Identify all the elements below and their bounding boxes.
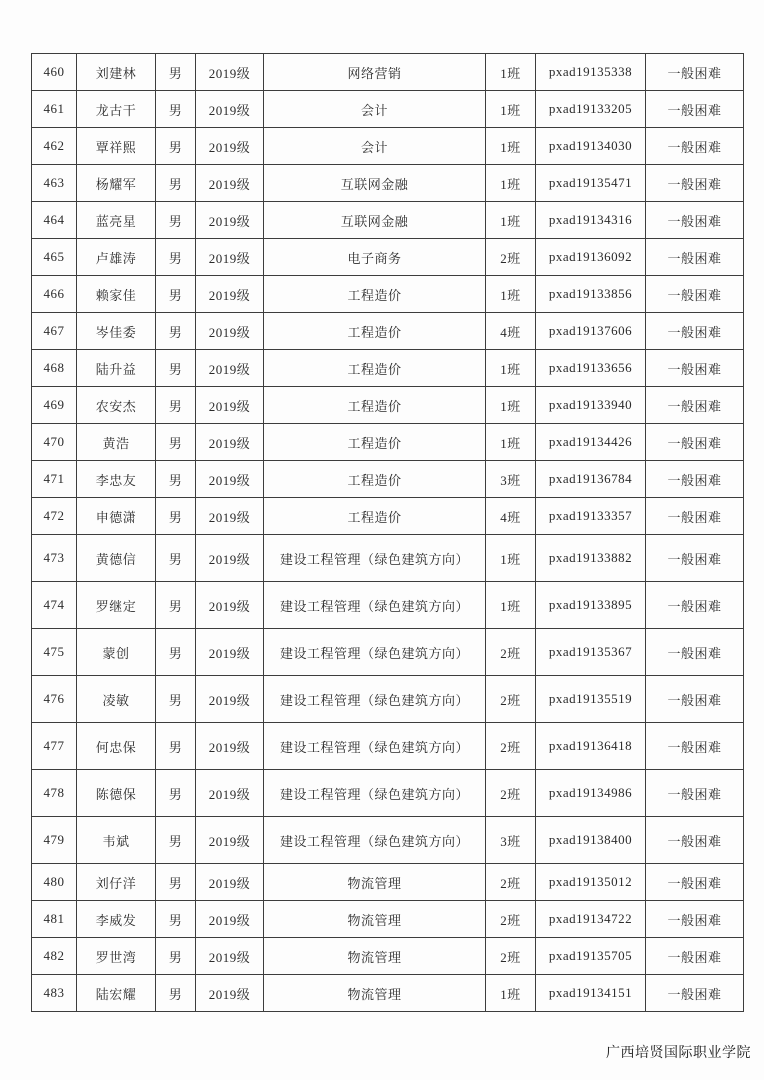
cell-gender: 男	[156, 938, 196, 975]
cell-gender: 男	[156, 202, 196, 239]
cell-gender: 男	[156, 498, 196, 535]
cell-name: 赖家佳	[77, 276, 156, 313]
student-row	[32, 387, 744, 424]
cell-row-number: 466	[32, 276, 77, 313]
cell-class: 1班	[486, 54, 536, 91]
cell-status: 一般困难	[646, 276, 744, 313]
cell-major: 建设工程管理（绿色建筑方向）	[264, 770, 486, 817]
cell-class: 1班	[486, 975, 536, 1012]
cell-student-id: pxad19134151	[536, 975, 646, 1012]
cell-major: 工程造价	[264, 276, 486, 313]
cell-grade: 2019级	[196, 770, 264, 817]
cell-student-id: pxad19138400	[536, 817, 646, 864]
student-row	[32, 276, 744, 313]
cell-gender: 男	[156, 535, 196, 582]
student-row	[32, 901, 744, 938]
cell-gender: 男	[156, 864, 196, 901]
cell-class: 2班	[486, 901, 536, 938]
cell-status: 一般困难	[646, 424, 744, 461]
cell-status: 一般困难	[646, 54, 744, 91]
cell-name: 蒙创	[77, 629, 156, 676]
cell-name: 李忠友	[77, 461, 156, 498]
cell-major: 会计	[264, 91, 486, 128]
cell-class: 1班	[486, 350, 536, 387]
cell-name: 黄德信	[77, 535, 156, 582]
cell-grade: 2019级	[196, 723, 264, 770]
cell-gender: 男	[156, 770, 196, 817]
cell-status: 一般困难	[646, 387, 744, 424]
cell-student-id: pxad19134030	[536, 128, 646, 165]
student-row	[32, 461, 744, 498]
cell-grade: 2019级	[196, 817, 264, 864]
cell-major: 工程造价	[264, 498, 486, 535]
page-footer-school-name: 广西培贤国际职业学院	[606, 1046, 751, 1061]
cell-name: 罗世湾	[77, 938, 156, 975]
student-row	[32, 864, 744, 901]
cell-status: 一般困难	[646, 582, 744, 629]
cell-row-number: 470	[32, 424, 77, 461]
cell-status: 一般困难	[646, 239, 744, 276]
cell-major: 电子商务	[264, 239, 486, 276]
cell-gender: 男	[156, 901, 196, 938]
cell-class: 2班	[486, 770, 536, 817]
cell-name: 龙古干	[77, 91, 156, 128]
cell-row-number: 480	[32, 864, 77, 901]
cell-status: 一般困难	[646, 498, 744, 535]
cell-row-number: 478	[32, 770, 77, 817]
cell-class: 1班	[486, 535, 536, 582]
cell-class: 1班	[486, 202, 536, 239]
cell-student-id: pxad19135705	[536, 938, 646, 975]
cell-grade: 2019级	[196, 91, 264, 128]
cell-major: 工程造价	[264, 313, 486, 350]
cell-grade: 2019级	[196, 54, 264, 91]
cell-class: 2班	[486, 864, 536, 901]
cell-row-number: 483	[32, 975, 77, 1012]
cell-row-number: 482	[32, 938, 77, 975]
student-row	[32, 676, 744, 723]
cell-major: 物流管理	[264, 901, 486, 938]
cell-student-id: pxad19133205	[536, 91, 646, 128]
student-row	[32, 975, 744, 1012]
student-row	[32, 313, 744, 350]
cell-status: 一般困难	[646, 864, 744, 901]
cell-class: 3班	[486, 817, 536, 864]
cell-class: 1班	[486, 582, 536, 629]
cell-class: 1班	[486, 276, 536, 313]
cell-grade: 2019级	[196, 202, 264, 239]
cell-row-number: 472	[32, 498, 77, 535]
cell-grade: 2019级	[196, 864, 264, 901]
cell-major: 工程造价	[264, 424, 486, 461]
cell-class: 2班	[486, 629, 536, 676]
cell-major: 物流管理	[264, 975, 486, 1012]
student-row	[32, 91, 744, 128]
cell-gender: 男	[156, 975, 196, 1012]
cell-grade: 2019级	[196, 424, 264, 461]
cell-name: 蓝亮星	[77, 202, 156, 239]
cell-major: 互联网金融	[264, 165, 486, 202]
cell-name: 杨耀军	[77, 165, 156, 202]
cell-major: 工程造价	[264, 387, 486, 424]
cell-status: 一般困难	[646, 817, 744, 864]
cell-status: 一般困难	[646, 975, 744, 1012]
cell-major: 建设工程管理（绿色建筑方向）	[264, 723, 486, 770]
cell-grade: 2019级	[196, 387, 264, 424]
cell-grade: 2019级	[196, 276, 264, 313]
cell-class: 2班	[486, 938, 536, 975]
student-row	[32, 128, 744, 165]
cell-row-number: 479	[32, 817, 77, 864]
cell-class: 1班	[486, 387, 536, 424]
cell-row-number: 481	[32, 901, 77, 938]
cell-row-number: 463	[32, 165, 77, 202]
cell-student-id: pxad19137606	[536, 313, 646, 350]
cell-student-id: pxad19133656	[536, 350, 646, 387]
cell-gender: 男	[156, 313, 196, 350]
cell-gender: 男	[156, 676, 196, 723]
cell-status: 一般困难	[646, 770, 744, 817]
cell-student-id: pxad19135367	[536, 629, 646, 676]
cell-student-id: pxad19136092	[536, 239, 646, 276]
cell-major: 物流管理	[264, 864, 486, 901]
cell-row-number: 460	[32, 54, 77, 91]
cell-student-id: pxad19133357	[536, 498, 646, 535]
cell-name: 陆宏耀	[77, 975, 156, 1012]
cell-grade: 2019级	[196, 165, 264, 202]
cell-student-id: pxad19134722	[536, 901, 646, 938]
cell-name: 黄浩	[77, 424, 156, 461]
cell-gender: 男	[156, 54, 196, 91]
cell-class: 1班	[486, 424, 536, 461]
cell-gender: 男	[156, 461, 196, 498]
cell-major: 建设工程管理（绿色建筑方向）	[264, 676, 486, 723]
cell-class: 4班	[486, 313, 536, 350]
cell-class: 1班	[486, 165, 536, 202]
cell-name: 刘建林	[77, 54, 156, 91]
cell-grade: 2019级	[196, 975, 264, 1012]
student-row	[32, 629, 744, 676]
cell-status: 一般困难	[646, 901, 744, 938]
cell-row-number: 462	[32, 128, 77, 165]
cell-row-number: 465	[32, 239, 77, 276]
cell-row-number: 474	[32, 582, 77, 629]
cell-name: 罗继定	[77, 582, 156, 629]
cell-major: 建设工程管理（绿色建筑方向）	[264, 629, 486, 676]
student-row	[32, 582, 744, 629]
cell-major: 会计	[264, 128, 486, 165]
cell-major: 物流管理	[264, 938, 486, 975]
cell-name: 陈德保	[77, 770, 156, 817]
cell-row-number: 468	[32, 350, 77, 387]
cell-student-id: pxad19135519	[536, 676, 646, 723]
cell-row-number: 461	[32, 91, 77, 128]
cell-gender: 男	[156, 582, 196, 629]
cell-name: 凌敏	[77, 676, 156, 723]
cell-class: 3班	[486, 461, 536, 498]
cell-row-number: 469	[32, 387, 77, 424]
cell-gender: 男	[156, 128, 196, 165]
cell-student-id: pxad19134426	[536, 424, 646, 461]
cell-student-id: pxad19133940	[536, 387, 646, 424]
student-table	[31, 53, 744, 1012]
student-row	[32, 723, 744, 770]
cell-status: 一般困难	[646, 938, 744, 975]
cell-grade: 2019级	[196, 313, 264, 350]
cell-gender: 男	[156, 629, 196, 676]
cell-row-number: 471	[32, 461, 77, 498]
cell-major: 工程造价	[264, 461, 486, 498]
cell-row-number: 467	[32, 313, 77, 350]
cell-major: 互联网金融	[264, 202, 486, 239]
student-row	[32, 239, 744, 276]
cell-status: 一般困难	[646, 128, 744, 165]
cell-name: 李威发	[77, 901, 156, 938]
cell-grade: 2019级	[196, 938, 264, 975]
student-row	[32, 498, 744, 535]
cell-student-id: pxad19133856	[536, 276, 646, 313]
cell-grade: 2019级	[196, 901, 264, 938]
cell-row-number: 476	[32, 676, 77, 723]
student-row	[32, 535, 744, 582]
student-row	[32, 770, 744, 817]
cell-grade: 2019级	[196, 128, 264, 165]
cell-gender: 男	[156, 817, 196, 864]
cell-grade: 2019级	[196, 676, 264, 723]
cell-status: 一般困难	[646, 723, 744, 770]
student-row	[32, 938, 744, 975]
cell-class: 2班	[486, 239, 536, 276]
cell-grade: 2019级	[196, 629, 264, 676]
cell-status: 一般困难	[646, 202, 744, 239]
cell-student-id: pxad19135012	[536, 864, 646, 901]
cell-name: 刘仔洋	[77, 864, 156, 901]
cell-status: 一般困难	[646, 535, 744, 582]
cell-name: 岑佳委	[77, 313, 156, 350]
cell-gender: 男	[156, 91, 196, 128]
cell-status: 一般困难	[646, 461, 744, 498]
student-row	[32, 350, 744, 387]
cell-grade: 2019级	[196, 461, 264, 498]
cell-student-id: pxad19133895	[536, 582, 646, 629]
cell-class: 1班	[486, 128, 536, 165]
student-row	[32, 54, 744, 91]
cell-name: 陆升益	[77, 350, 156, 387]
cell-grade: 2019级	[196, 350, 264, 387]
cell-grade: 2019级	[196, 582, 264, 629]
cell-student-id: pxad19134316	[536, 202, 646, 239]
cell-gender: 男	[156, 723, 196, 770]
student-row	[32, 817, 744, 864]
cell-status: 一般困难	[646, 676, 744, 723]
cell-row-number: 464	[32, 202, 77, 239]
cell-student-id: pxad19136784	[536, 461, 646, 498]
cell-grade: 2019级	[196, 535, 264, 582]
cell-gender: 男	[156, 387, 196, 424]
cell-class: 2班	[486, 676, 536, 723]
cell-grade: 2019级	[196, 239, 264, 276]
cell-row-number: 475	[32, 629, 77, 676]
cell-name: 卢雄涛	[77, 239, 156, 276]
cell-row-number: 477	[32, 723, 77, 770]
cell-class: 1班	[486, 91, 536, 128]
cell-gender: 男	[156, 350, 196, 387]
cell-student-id: pxad19135338	[536, 54, 646, 91]
cell-grade: 2019级	[196, 498, 264, 535]
student-row	[32, 202, 744, 239]
cell-name: 韦斌	[77, 817, 156, 864]
cell-gender: 男	[156, 239, 196, 276]
cell-student-id: pxad19134986	[536, 770, 646, 817]
cell-name: 何忠保	[77, 723, 156, 770]
cell-name: 覃祥熙	[77, 128, 156, 165]
student-row	[32, 424, 744, 461]
cell-gender: 男	[156, 165, 196, 202]
cell-major: 建设工程管理（绿色建筑方向）	[264, 817, 486, 864]
cell-status: 一般困难	[646, 350, 744, 387]
cell-student-id: pxad19133882	[536, 535, 646, 582]
cell-major: 建设工程管理（绿色建筑方向）	[264, 535, 486, 582]
cell-major: 建设工程管理（绿色建筑方向）	[264, 582, 486, 629]
cell-gender: 男	[156, 276, 196, 313]
cell-name: 申德潇	[77, 498, 156, 535]
cell-student-id: pxad19136418	[536, 723, 646, 770]
cell-major: 工程造价	[264, 350, 486, 387]
cell-status: 一般困难	[646, 165, 744, 202]
cell-class: 4班	[486, 498, 536, 535]
cell-student-id: pxad19135471	[536, 165, 646, 202]
cell-status: 一般困难	[646, 313, 744, 350]
cell-major: 网络营销	[264, 54, 486, 91]
student-row	[32, 165, 744, 202]
cell-class: 2班	[486, 723, 536, 770]
cell-gender: 男	[156, 424, 196, 461]
cell-status: 一般困难	[646, 629, 744, 676]
cell-row-number: 473	[32, 535, 77, 582]
cell-status: 一般困难	[646, 91, 744, 128]
cell-name: 农安杰	[77, 387, 156, 424]
